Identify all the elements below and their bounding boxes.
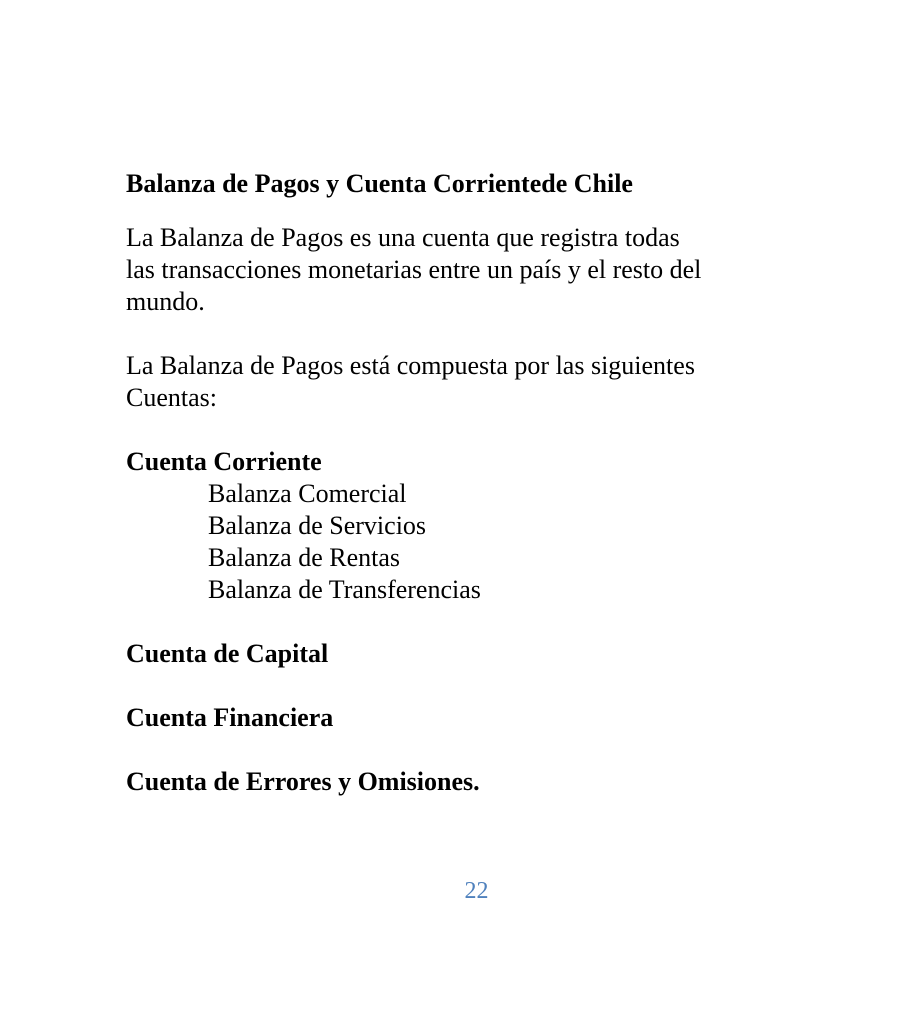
list-item: Balanza de Rentas — [208, 543, 401, 572]
spacer — [126, 200, 766, 222]
paragraph-line: las transacciones monetarias entre un país y el resto del — [126, 255, 702, 284]
page-title: Balanza de Pagos y Cuenta Corrientede Chile — [126, 169, 633, 198]
page-number: 22 — [464, 878, 489, 904]
section-heading-cuenta-corriente: Cuenta Corriente — [126, 447, 322, 476]
spacer — [126, 734, 766, 766]
page-content — [126, 168, 766, 798]
section-heading-cuenta-capital: Cuenta de Capital — [126, 639, 329, 668]
list-item: Balanza de Servicios — [208, 511, 427, 540]
paragraph-line: La Balanza de Pagos está compuesta por las siguientes — [126, 351, 695, 380]
paragraph-line: Cuentas: — [126, 383, 217, 412]
cuenta-corriente-items — [126, 478, 766, 606]
paragraph-line: La Balanza de Pagos es una cuenta que registra todas — [126, 223, 680, 252]
spacer — [126, 606, 766, 638]
spacer — [126, 414, 766, 446]
section-heading-errores-omisiones: Cuenta de Errores y Omisiones. — [126, 767, 480, 796]
paragraph-line: mundo. — [126, 287, 205, 316]
list-item: Balanza Comercial — [208, 479, 407, 508]
spacer — [126, 670, 766, 702]
paragraph-definition — [126, 222, 766, 318]
list-item: Balanza de Transferencias — [208, 575, 481, 604]
paragraph-composition — [126, 350, 766, 414]
spacer — [126, 318, 766, 350]
section-heading-cuenta-financiera: Cuenta Financiera — [126, 703, 334, 732]
